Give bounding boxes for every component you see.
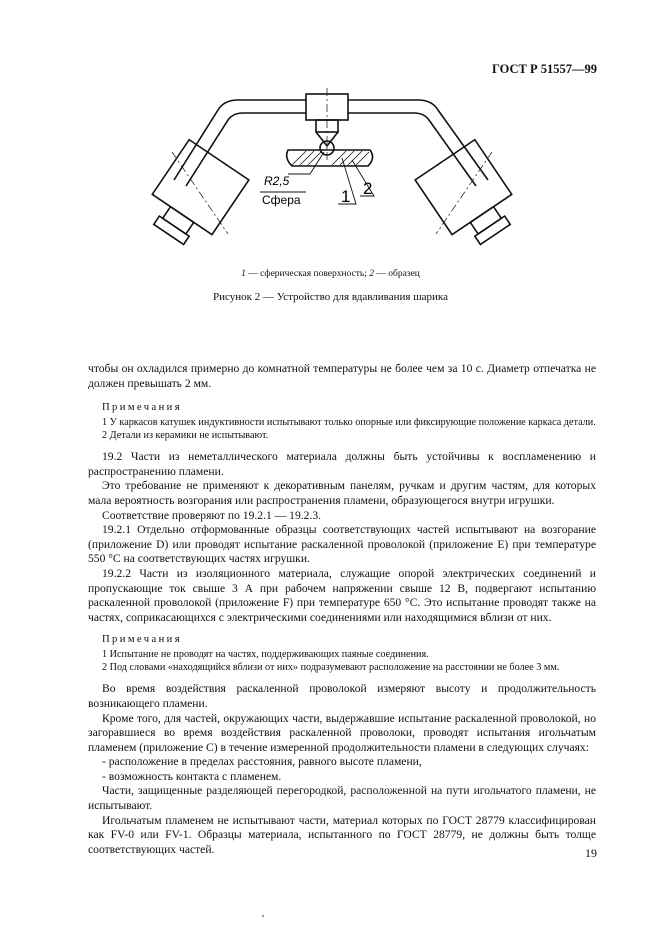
note-2-1: 1 Испытание не проводят на частях, поддерживающих паяные соединения. [102, 648, 429, 660]
specimen-hatching [292, 151, 369, 165]
radius-label: R2,5 [264, 174, 290, 188]
right-weight [415, 140, 522, 255]
ball-pressure-apparatus-drawing [142, 88, 522, 268]
document-header: ГОСТ Р 51557—99 [491, 62, 597, 76]
label-1: 1 [341, 187, 351, 206]
legend-text-2: — образец [374, 269, 420, 279]
list-item-1: - расположение в пределах расстояния, равного высоте пламени, [102, 755, 422, 769]
legend-num-1: 1 [241, 269, 246, 279]
paragraph-needle-flame: Игольчатым пламенем не испытывают части, материал которых по ГОСТ 28779 классифицирован как FV-0 или FV-1. Образцы материала, испытанного по ГОСТ 28779, не должны быть толще соответствующих частей. [88, 813, 596, 856]
notes-title-2: Примечания [102, 634, 182, 646]
legend-num-2: 2 [369, 269, 375, 279]
paragraph-requirement: Это требование не применяют к декоративным панелям, ручкам и другим частям, для которых мала вероятность возгорания или распространения пламени, образующегося внутри игрушки. [88, 479, 596, 507]
page-number: 19 [585, 846, 597, 860]
note-1-1: 1 У каркасов катушек индуктивности испытывают только опорные или фиксирующие положение каркаса детали. [102, 416, 596, 428]
paragraph-continuation: чтобы он охладился примерно до комнатной температуры не более чем за 10 с. Диаметр отпечатка не должен превышать 2 мм. [88, 362, 596, 390]
clause-19-2: 19.2 Части из неметаллического материала должны быть устойчивы к воспламенению и распространению пламени. [88, 450, 596, 478]
figure-caption: Рисунок 2 — Устройство для вдавливания шарика [213, 291, 448, 303]
leader-radius [288, 152, 324, 174]
figure-legend [0, 269, 661, 279]
note-1-2: 2 Детали из керамики не испытывают. [102, 429, 269, 441]
body-text [88, 362, 596, 857]
clause-19-2-1: 19.2.1 Отдельно отформованные образцы соответствующих частей испытывают на возгорание (приложение D) или проводят испытание раскаленной проволокой (приложение E) при температуре 550 °С на соответствующих частях игрушки. [88, 523, 596, 566]
label-2: 2 [363, 179, 373, 198]
notes-title-1: Примечания [102, 402, 182, 414]
clause-19-2-2: 19.2.2 Части из изоляционного материала, служащие опорой электрических соединений и пропускающие ток свыше 3 А при рабочем напряжении свыше 12 В, подвергают испытанию раскаленной проволокой (приложение F) при температуре 650 °С. Это испытание проводят также на частях, соприкасающихся с электрическими соединениями или находящимися вблизи от них. [88, 566, 596, 624]
paragraph-protected: Части, защищенные разделяющей перегородкой, расположенной на пути игольчатого пламени, не испытывают. [88, 784, 596, 813]
note-2-2: 2 Под словами «находящийся вблизи от них» подразумевают расположение на расстоянии не более 3 мм. [102, 662, 560, 674]
legend-text-1: — сферическая поверхность; [245, 269, 370, 279]
list-item-2: - возможность контакта с пламенем. [102, 769, 282, 783]
left-weight [142, 140, 249, 255]
paragraph-during: Во время воздействия раскаленной проволокой измеряют высоту и продолжительность возникающего пламени. [88, 682, 596, 710]
paragraph-parts: Кроме того, для частей, окружающих части, выдержавшие испытание раскаленной проволокой, но загоравшиеся во время воздействия раскаленной проволоки, проводят испытания игольчатым пламенем (приложение С) в течение измеренной продолжительности пламени в следующих случаях: [88, 711, 596, 754]
sphere-label: Сфера [262, 193, 301, 207]
paragraph-conformity: Соответствие проверяют по 19.2.1 — 19.2.3. [102, 508, 322, 522]
scan-dot [262, 915, 264, 917]
